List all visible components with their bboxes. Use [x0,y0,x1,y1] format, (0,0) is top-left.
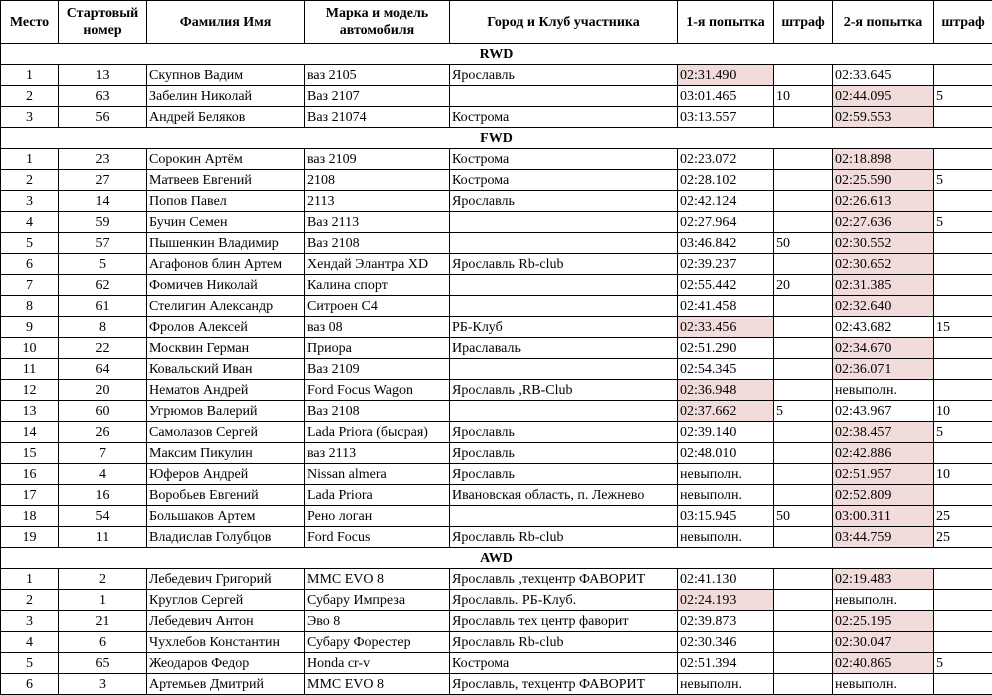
table-row [1,254,992,275]
cell-penalty-2 [934,674,992,695]
cell-car: Эво 8 [305,611,450,632]
cell-penalty-1: 10 [774,86,833,107]
cell-place: 1 [1,65,59,86]
table-row [1,296,992,317]
cell-city-club: Ярославль [450,191,678,212]
table-row [1,590,992,611]
cell-attempt-1: 02:48.010 [678,443,774,464]
cell-attempt-1: невыполн. [678,527,774,548]
cell-car: Ваз 2109 [305,359,450,380]
cell-city-club [450,86,678,107]
cell-place: 6 [1,254,59,275]
cell-place: 10 [1,338,59,359]
cell-attempt-2: 02:38.457 [833,422,934,443]
cell-car: 2108 [305,170,450,191]
cell-city-club: Кострома [450,149,678,170]
cell-penalty-1 [774,653,833,674]
table-row [1,422,992,443]
cell-car: Honda cr-v [305,653,450,674]
cell-place: 14 [1,422,59,443]
cell-penalty-2 [934,233,992,254]
cell-attempt-1: 02:27.964 [678,212,774,233]
cell-name: Самолазов Сергей [147,422,305,443]
cell-attempt-2: 02:25.590 [833,170,934,191]
cell-attempt-2: 02:59.553 [833,107,934,128]
cell-attempt-2: невыполн. [833,590,934,611]
cell-city-club: Ярославль [450,464,678,485]
col-attempt-2: 2-я попытка [833,1,934,44]
table-row [1,380,992,401]
cell-penalty-1 [774,149,833,170]
cell-penalty-2 [934,275,992,296]
cell-car: ваз 2109 [305,149,450,170]
cell-start-number: 23 [59,149,147,170]
cell-city-club: Ярославль Rb-club [450,527,678,548]
cell-start-number: 62 [59,275,147,296]
cell-attempt-2: невыполн. [833,380,934,401]
section-title: AWD [1,548,992,569]
cell-penalty-2: 5 [934,212,992,233]
table-row [1,674,992,695]
cell-start-number: 60 [59,401,147,422]
cell-city-club [450,233,678,254]
cell-city-club [450,359,678,380]
cell-penalty-2: 5 [934,170,992,191]
cell-place: 5 [1,233,59,254]
cell-penalty-2 [934,485,992,506]
section-title: RWD [1,44,992,65]
cell-penalty-2 [934,359,992,380]
cell-name: Фролов Алексей [147,317,305,338]
cell-start-number: 16 [59,485,147,506]
table-row [1,359,992,380]
cell-penalty-2 [934,296,992,317]
cell-car: Lada Priora [305,485,450,506]
cell-start-number: 54 [59,506,147,527]
cell-penalty-1 [774,317,833,338]
cell-start-number: 5 [59,254,147,275]
cell-attempt-1: 02:51.394 [678,653,774,674]
cell-penalty-1 [774,191,833,212]
col-penalty-2: штраф [934,1,992,44]
cell-penalty-2 [934,191,992,212]
col-attempt-1: 1-я попытка [678,1,774,44]
cell-car: Рено логан [305,506,450,527]
cell-penalty-1 [774,632,833,653]
cell-attempt-2: 02:43.682 [833,317,934,338]
cell-attempt-1: 02:33.456 [678,317,774,338]
cell-place: 2 [1,170,59,191]
table-row [1,233,992,254]
cell-place: 9 [1,317,59,338]
cell-place: 13 [1,401,59,422]
col-city-club: Город и Клуб участника [450,1,678,44]
section-header-rwd [1,44,992,65]
cell-car: ваз 08 [305,317,450,338]
cell-name: Забелин Николай [147,86,305,107]
cell-attempt-1: 02:41.458 [678,296,774,317]
cell-attempt-1: невыполн. [678,674,774,695]
cell-name: Фомичев Николай [147,275,305,296]
cell-penalty-2: 10 [934,401,992,422]
cell-name: Максим Пикулин [147,443,305,464]
table-row [1,65,992,86]
cell-attempt-2: 02:19.483 [833,569,934,590]
cell-car: MMC EVO 8 [305,569,450,590]
table-row [1,212,992,233]
cell-penalty-1: 50 [774,506,833,527]
cell-penalty-2 [934,65,992,86]
cell-attempt-2: 02:32.640 [833,296,934,317]
cell-car: 2113 [305,191,450,212]
cell-city-club: Ярославль [450,443,678,464]
cell-name: Угрюмов Валерий [147,401,305,422]
cell-place: 7 [1,275,59,296]
cell-place: 3 [1,191,59,212]
cell-penalty-1: 50 [774,233,833,254]
cell-attempt-1: 02:42.124 [678,191,774,212]
cell-place: 8 [1,296,59,317]
cell-penalty-2 [934,107,992,128]
cell-city-club [450,296,678,317]
cell-car: Nissan almera [305,464,450,485]
cell-place: 2 [1,86,59,107]
cell-attempt-2: невыполн. [833,674,934,695]
cell-penalty-1 [774,359,833,380]
cell-name: Жеодаров Федор [147,653,305,674]
cell-attempt-1: 02:31.490 [678,65,774,86]
cell-name: Лебедевич Антон [147,611,305,632]
cell-penalty-1: 20 [774,275,833,296]
cell-start-number: 7 [59,443,147,464]
cell-start-number: 65 [59,653,147,674]
cell-car: Ваз 21074 [305,107,450,128]
cell-penalty-1: 5 [774,401,833,422]
cell-penalty-2 [934,149,992,170]
cell-place: 2 [1,590,59,611]
cell-place: 17 [1,485,59,506]
cell-city-club: Ярославль [450,65,678,86]
cell-start-number: 13 [59,65,147,86]
cell-start-number: 8 [59,317,147,338]
table-row [1,485,992,506]
cell-car: Lada Priora (бысрая) [305,422,450,443]
cell-penalty-1 [774,338,833,359]
cell-penalty-1 [774,485,833,506]
cell-place: 19 [1,527,59,548]
table-row [1,569,992,590]
cell-place: 6 [1,674,59,695]
cell-car: Ваз 2107 [305,86,450,107]
col-place: Место [1,1,59,44]
cell-start-number: 20 [59,380,147,401]
cell-city-club [450,275,678,296]
cell-attempt-2: 02:44.095 [833,86,934,107]
cell-start-number: 63 [59,86,147,107]
cell-name: Стелигин Александр [147,296,305,317]
cell-name: Сорокин Артём [147,149,305,170]
cell-city-club: Кострома [450,107,678,128]
cell-city-club: РБ-Клуб [450,317,678,338]
cell-penalty-1 [774,527,833,548]
cell-name: Нематов Андрей [147,380,305,401]
cell-attempt-2: 02:33.645 [833,65,934,86]
cell-penalty-2 [934,443,992,464]
table-row [1,464,992,485]
cell-penalty-1 [774,212,833,233]
cell-penalty-1 [774,674,833,695]
cell-attempt-1: 02:30.346 [678,632,774,653]
cell-city-club: Ярославль тех центр фаворит [450,611,678,632]
cell-attempt-1: 03:13.557 [678,107,774,128]
cell-start-number: 22 [59,338,147,359]
cell-place: 12 [1,380,59,401]
cell-penalty-2: 5 [934,653,992,674]
table-row [1,86,992,107]
table-row [1,527,992,548]
cell-attempt-1: 02:39.140 [678,422,774,443]
cell-name: Воробьев Евгений [147,485,305,506]
cell-car: Ваз 2108 [305,233,450,254]
cell-penalty-2 [934,380,992,401]
cell-attempt-1: 02:54.345 [678,359,774,380]
cell-place: 1 [1,569,59,590]
cell-start-number: 56 [59,107,147,128]
cell-penalty-1 [774,65,833,86]
cell-attempt-1: 02:51.290 [678,338,774,359]
cell-name: Бучин Семен [147,212,305,233]
cell-name: Чухлебов Константин [147,632,305,653]
cell-attempt-1: невыполн. [678,485,774,506]
cell-city-club: Кострома [450,170,678,191]
cell-penalty-1 [774,464,833,485]
cell-penalty-1 [774,590,833,611]
cell-city-club: Ярославль. РБ-Клуб. [450,590,678,611]
cell-start-number: 61 [59,296,147,317]
cell-attempt-2: 03:44.759 [833,527,934,548]
cell-car: Ваз 2113 [305,212,450,233]
cell-attempt-1: 02:24.193 [678,590,774,611]
cell-city-club [450,401,678,422]
cell-attempt-1: 03:46.842 [678,233,774,254]
cell-name: Москвин Герман [147,338,305,359]
cell-attempt-1: 02:37.662 [678,401,774,422]
cell-city-club: Кострома [450,653,678,674]
table-row [1,170,992,191]
cell-car: Ford Focus [305,527,450,548]
cell-start-number: 26 [59,422,147,443]
cell-city-club [450,212,678,233]
cell-attempt-1: 02:23.072 [678,149,774,170]
cell-car: Хендай Элантра XD [305,254,450,275]
cell-penalty-2: 25 [934,527,992,548]
cell-start-number: 4 [59,464,147,485]
cell-place: 11 [1,359,59,380]
cell-penalty-2: 15 [934,317,992,338]
cell-name: Лебедевич Григорий [147,569,305,590]
cell-place: 18 [1,506,59,527]
cell-start-number: 3 [59,674,147,695]
table-row [1,149,992,170]
cell-penalty-1 [774,254,833,275]
cell-attempt-2: 02:30.552 [833,233,934,254]
cell-penalty-1 [774,380,833,401]
table-row [1,611,992,632]
cell-start-number: 27 [59,170,147,191]
cell-car: ваз 2113 [305,443,450,464]
cell-penalty-1 [774,296,833,317]
cell-penalty-1 [774,422,833,443]
cell-city-club: Ярославль Rb-club [450,254,678,275]
cell-attempt-2: 02:26.613 [833,191,934,212]
cell-penalty-2 [934,569,992,590]
cell-car: Ford Focus Wagon [305,380,450,401]
cell-start-number: 6 [59,632,147,653]
cell-city-club: Ярославль ,RB-Club [450,380,678,401]
cell-attempt-2: 02:25.195 [833,611,934,632]
col-penalty-1: штраф [774,1,833,44]
cell-place: 4 [1,212,59,233]
cell-penalty-2 [934,611,992,632]
cell-name: Попов Павел [147,191,305,212]
table-row [1,401,992,422]
cell-name: Матвеев Евгений [147,170,305,191]
cell-attempt-1: 02:28.102 [678,170,774,191]
cell-attempt-1: 03:15.945 [678,506,774,527]
cell-name: Артемьев Дмитрий [147,674,305,695]
cell-place: 16 [1,464,59,485]
cell-attempt-2: 02:52.809 [833,485,934,506]
table-row [1,443,992,464]
cell-car: Ваз 2108 [305,401,450,422]
cell-attempt-2: 02:34.670 [833,338,934,359]
cell-start-number: 57 [59,233,147,254]
cell-attempt-1: 02:39.237 [678,254,774,275]
cell-place: 15 [1,443,59,464]
cell-start-number: 59 [59,212,147,233]
col-name: Фамилия Имя [147,1,305,44]
cell-name: Круглов Сергей [147,590,305,611]
cell-attempt-2: 02:27.636 [833,212,934,233]
cell-attempt-1: 02:36.948 [678,380,774,401]
cell-start-number: 1 [59,590,147,611]
cell-attempt-1: невыполн. [678,464,774,485]
cell-name: Пышенкин Владимир [147,233,305,254]
cell-penalty-1 [774,569,833,590]
cell-penalty-2: 10 [934,464,992,485]
cell-car: Ситроен С4 [305,296,450,317]
table-row [1,506,992,527]
cell-start-number: 64 [59,359,147,380]
table-row [1,191,992,212]
cell-place: 3 [1,107,59,128]
cell-penalty-2: 5 [934,422,992,443]
cell-attempt-2: 02:31.385 [833,275,934,296]
cell-start-number: 14 [59,191,147,212]
cell-attempt-2: 02:43.967 [833,401,934,422]
cell-city-club [450,506,678,527]
cell-start-number: 11 [59,527,147,548]
table-row [1,653,992,674]
cell-car: MMC EVO 8 [305,674,450,695]
header-row [1,1,992,44]
cell-name: Агафонов блин Артем [147,254,305,275]
cell-name: Юферов Андрей [147,464,305,485]
section-header-fwd [1,128,992,149]
table-row [1,107,992,128]
results-body [1,44,992,695]
cell-name: Владислав Голубцов [147,527,305,548]
cell-penalty-1 [774,443,833,464]
cell-car: Калина спорт [305,275,450,296]
cell-penalty-2 [934,632,992,653]
table-row [1,338,992,359]
section-title: FWD [1,128,992,149]
cell-city-club: Ивановская область, п. Лежнево [450,485,678,506]
cell-city-club: Ираславаль [450,338,678,359]
cell-name: Андрей Беляков [147,107,305,128]
cell-attempt-2: 02:51.957 [833,464,934,485]
cell-start-number: 2 [59,569,147,590]
cell-place: 4 [1,632,59,653]
cell-penalty-2 [934,254,992,275]
cell-city-club: Ярославль ,техцентр ФАВОРИТ [450,569,678,590]
cell-attempt-2: 02:36.071 [833,359,934,380]
cell-attempt-1: 02:55.442 [678,275,774,296]
cell-attempt-2: 03:00.311 [833,506,934,527]
col-start-number: Стартовый номер [59,1,147,44]
cell-city-club: Ярославль Rb-club [450,632,678,653]
cell-car: ваз 2105 [305,65,450,86]
cell-penalty-2 [934,590,992,611]
cell-penalty-1 [774,107,833,128]
cell-name: Большаков Артем [147,506,305,527]
cell-start-number: 21 [59,611,147,632]
cell-attempt-2: 02:30.652 [833,254,934,275]
cell-attempt-2: 02:18.898 [833,149,934,170]
section-header-awd [1,548,992,569]
cell-attempt-1: 03:01.465 [678,86,774,107]
cell-penalty-2 [934,338,992,359]
col-car: Марка и модель автомобиля [305,1,450,44]
table-row [1,317,992,338]
cell-city-club: Ярославль, техцентр ФАВОРИТ [450,674,678,695]
cell-attempt-1: 02:41.130 [678,569,774,590]
cell-penalty-2: 25 [934,506,992,527]
cell-car: Субару Импреза [305,590,450,611]
cell-place: 1 [1,149,59,170]
cell-car: Субару Форестер [305,632,450,653]
cell-city-club: Ярославль [450,422,678,443]
cell-place: 3 [1,611,59,632]
table-row [1,632,992,653]
cell-penalty-2: 5 [934,86,992,107]
cell-penalty-1 [774,170,833,191]
cell-place: 5 [1,653,59,674]
cell-attempt-1: 02:39.873 [678,611,774,632]
table-row [1,275,992,296]
cell-car: Приора [305,338,450,359]
cell-name: Ковальский Иван [147,359,305,380]
cell-name: Скупнов Вадим [147,65,305,86]
cell-attempt-2: 02:30.047 [833,632,934,653]
cell-penalty-1 [774,611,833,632]
cell-attempt-2: 02:42.886 [833,443,934,464]
cell-attempt-2: 02:40.865 [833,653,934,674]
